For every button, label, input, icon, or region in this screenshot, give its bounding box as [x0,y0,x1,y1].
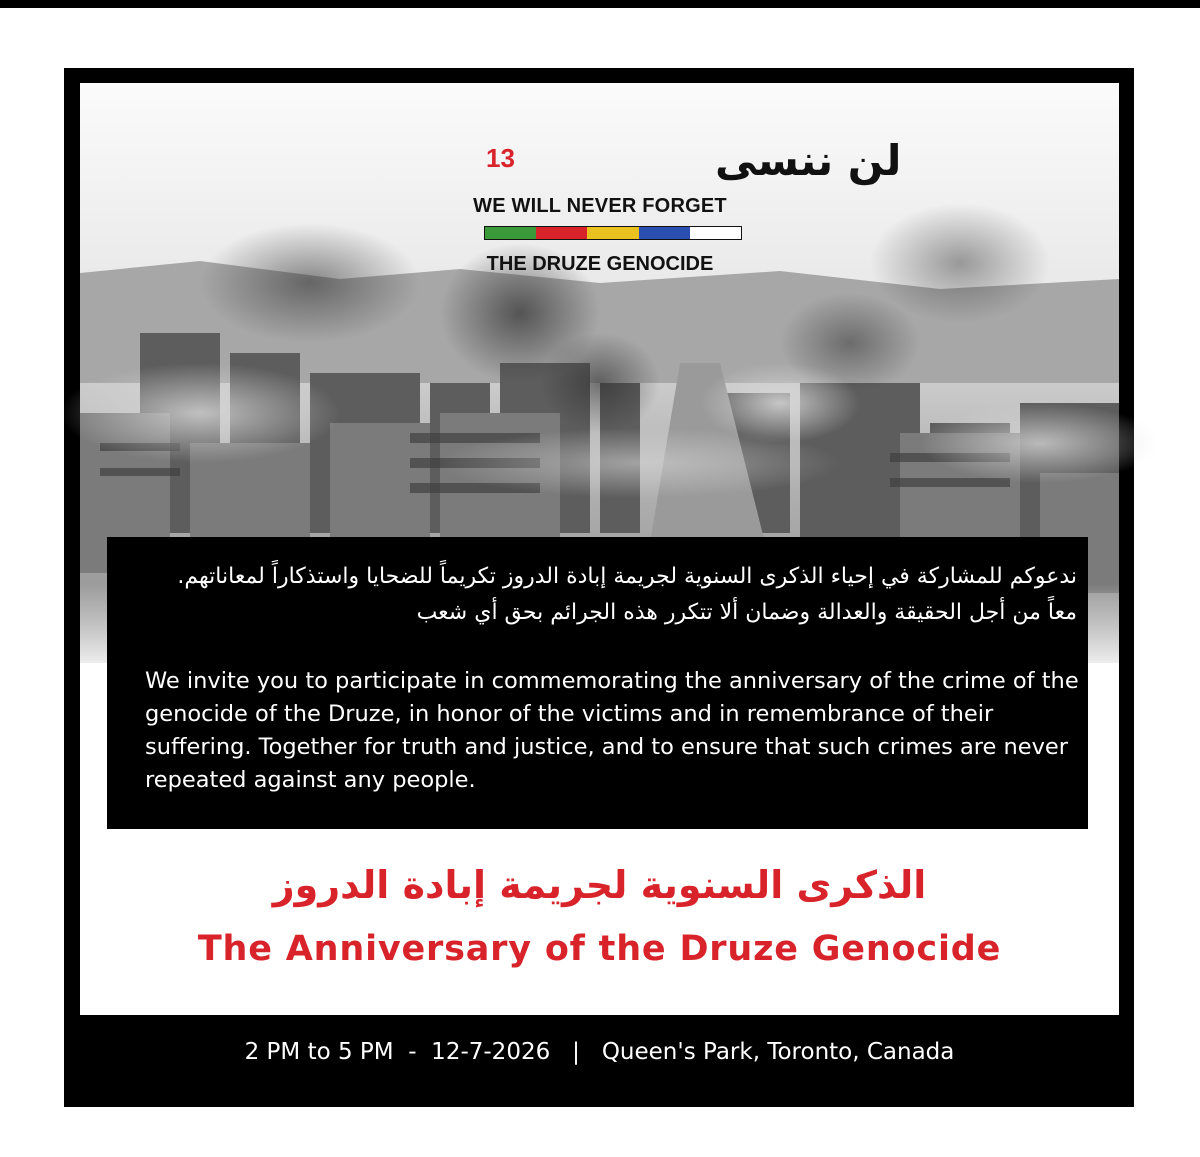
invitation-arabic: ندعوكم للمشاركة في إحياء الذكرى السنوية لجريمة إبادة الدروز تكريماً للضحايا واستذكاراً لمعاناتهم. معاً من أجل الحقيقة والعدالة وضمان ألا تتكرر هذه الجرائم بحق أي شعب [177,564,1077,625]
stripe-blue [639,227,690,239]
event-details-bar [80,1015,1119,1092]
logo [460,133,902,283]
event-details: 2 PM to 5 PM - 12-7-2026 | Queen's Park, Toronto, Canada [244,1039,955,1065]
invitation-english: We invite you to participate in commemorating the anniversary of the crime of the genocide of the Druze, in honor of the victims and in remembrance of their suffering. Together for truth and justice, and to ensure that such crimes are never repeated against any people. [145,668,1079,793]
logo-arabic-wordmark [460,133,902,185]
top-divider [0,0,1200,8]
stripe-white [690,227,741,239]
poster-frame [64,68,1134,1107]
logo-arabic-text: لن ننسى [715,136,902,185]
title-arabic: الذكرى السنوية لجريمة إبادة الدروز [272,863,927,907]
stripe-red [536,227,587,239]
title-english: The Anniversary of the Druze Genocide [197,929,1002,969]
stripe-green [485,227,536,239]
logo-subtitle: THE DRUZE GENOCIDE [486,253,714,275]
invitation-message-box [107,537,1088,829]
flag-color-stripes [484,226,742,240]
logo-tagline: WE WILL NEVER FORGET [473,195,727,217]
logo-number: 13 [486,143,515,173]
poster [80,83,1119,1092]
stripe-yellow [587,227,638,239]
